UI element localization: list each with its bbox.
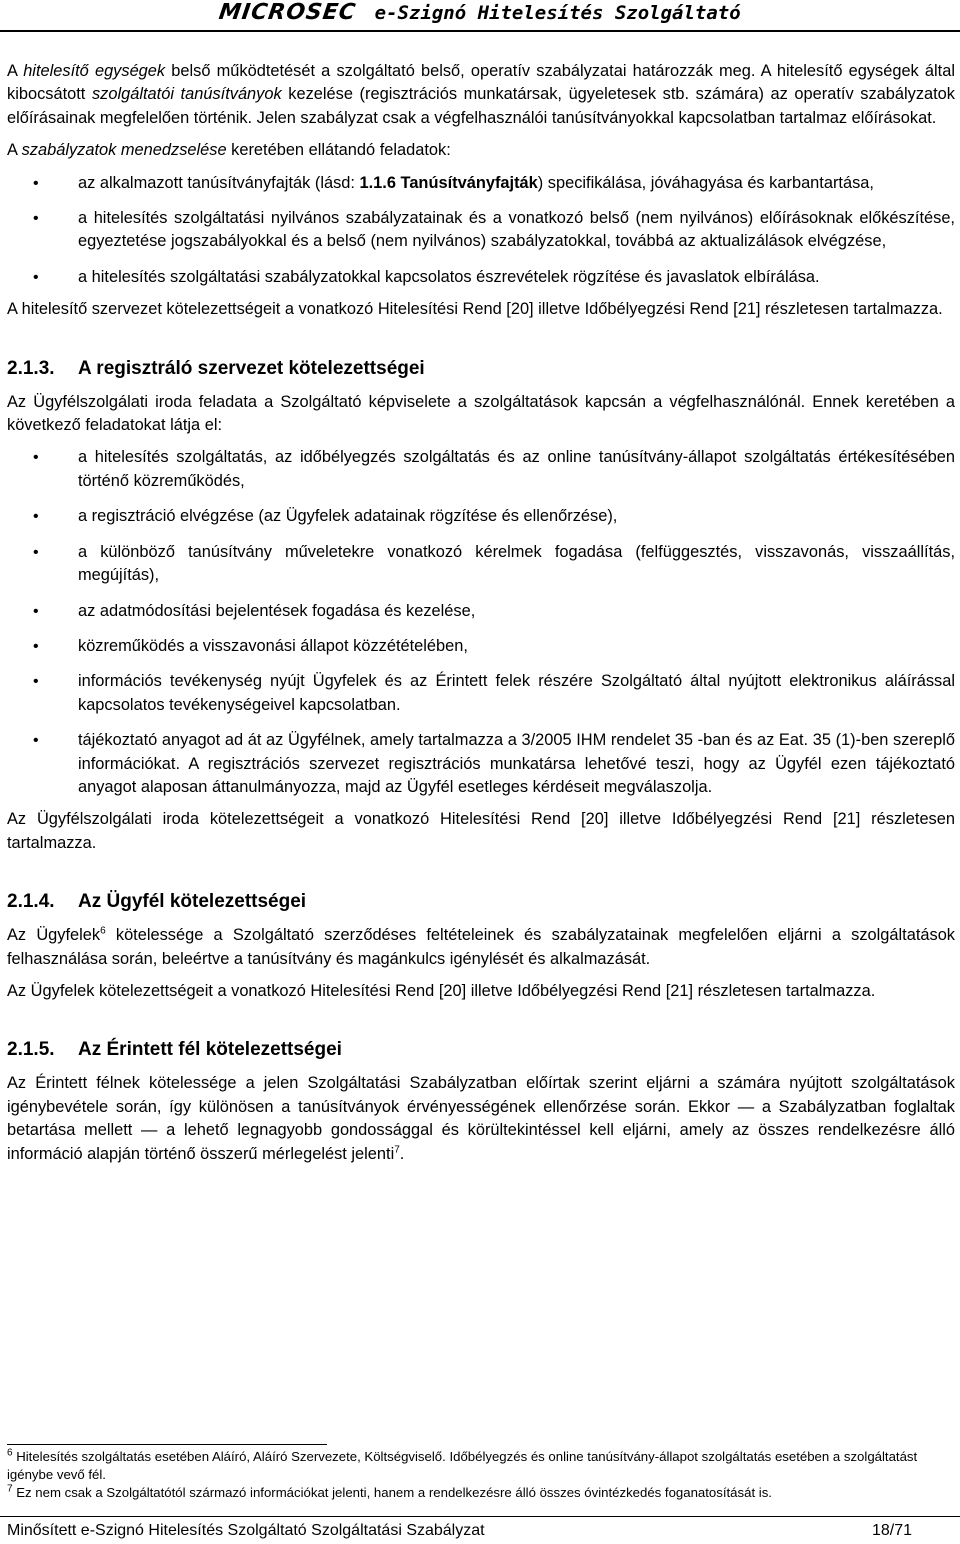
section-heading-2-1-5: 2.1.5. Az Érintett fél kötelezettségei	[7, 1039, 342, 1061]
paragraph-helpdesk: Az Ügyfélszolgálati iroda feladata a Szolgáltató képviselete a szolgáltatások kapcsán a végfelhasználónál. Ennek keretében a következő feladatokat látja el:	[7, 392, 955, 435]
paragraph-management: A szabályzatok menedzselése keretében ellátandó feladatok:	[7, 141, 451, 160]
paragraph-client-obligations: Az Ügyfelek kötelezettségeit a vonatkozó Hitelesítési Rend [20] illetve Időbélyegzési Rend [21] részletesen tartalmazza.	[7, 981, 876, 1000]
bullet-icon: •	[33, 174, 39, 192]
bullet-icon: •	[33, 268, 39, 286]
paragraph-ca-obligations: A hitelesítő szervezet kötelezettségeit a vonatkozó Hitelesítési Rend [20] illetve Időbélyegzési Rend [21] részletesen tartalmazza.	[7, 300, 943, 319]
paragraph-relying-party: Az Érintett félnek kötelessége a jelen Szolgáltatási Szabályzatban előírtak szerint eljárni a számára nyújtott szolgáltatások igénybevétele során, így különösen a tanúsítványok érvényességének ellenőrzése során. Ekkor — a Szabályzatban foglaltak betartása mellett — a lehető legnagyobb gondossággal és körültekintéssel kell eljárni, amely az összes rendelkezésre álló információ alapján történő összerű mérlegelést jelenti$^7$.	[7, 1074, 955, 1163]
helpdesk-task-list	[7, 446, 955, 799]
footnote-divider	[7, 1444, 327, 1445]
footer-title: Minősített e-Szignó Hitelesítés Szolgáltató Szolgáltatási Szabályzat	[7, 1522, 485, 1539]
paragraph-intro: A hitelesítő egységek belső működtetését a szolgáltató belső, operatív szabályzatai határozzák meg. A hitelesítő egységek által kibocsátott szolgáltatói tanúsítványok kezelése (regisztrációs munkatársak, ügyeletesek stb. számára) az operatív szabályzatok előírásainak megfelelően történik. Jelen szabályzat csak a végfelhasználói tanúsítványokkal kapcsolatban tartalmaz előírásokat.	[7, 62, 955, 127]
management-task-list	[7, 172, 955, 290]
paragraph-client-duty: Az Ügyfelek$^6$ kötelessége a Szolgáltató szerződéses feltételeinek és szabályzatainak megfelelően eljárni a szolgáltatások felhasználása során, beleértve a tanúsítvány és magánkulcs igénylését és alkalmazását.	[7, 925, 956, 968]
page-header	[0, 0, 960, 28]
list-item: • az alkalmazott tanúsítványfajták (lásd: 1.1.6 Tanúsítványfajták) specifikálása, jóváhagyása és karbantartása,	[7, 172, 955, 195]
list-item: • információs tevékenység nyújt Ügyfelek és az Érintett felek részére Szolgáltató által nyújtott elektronikus aláírással kapcsolatos tevékenységeivel kapcsolatban.	[33, 672, 955, 714]
footnote-ref-6[interactable]: 6	[100, 925, 106, 937]
list-item: • a regisztráció elvégzése (az Ügyfelek adatainak rögzítése és ellenőrzése),	[7, 505, 955, 528]
header-divider	[0, 30, 960, 32]
bullet-icon: •	[33, 449, 39, 467]
bullet-icon: •	[33, 508, 39, 526]
footnote-ref-7[interactable]: 7	[394, 1144, 400, 1156]
page-number: 18/71	[871, 1522, 912, 1539]
bullet-icon: •	[33, 543, 39, 561]
section-heading-2-1-3: 2.1.3. A regisztráló szervezet kötelezettségei	[7, 357, 425, 379]
footnote-7: $^7$ Ez nem csak a Szolgáltatótól származó információkat jelenti, hanem a rendelkezésre álló összes óvintézkedés foganatosítását is.	[7, 1483, 772, 1500]
list-item: • a hitelesítés szolgáltatási nyilvános szabályzatainak és a vonatkozó belső (nem nyilvános) előírásoknak előkészítése, egyeztetése jogszabályokkal és a belső (nem nyilvános) szabályzatokkal, továbbá az aktualizálások elvégzése,	[33, 209, 955, 251]
footer-divider	[0, 1516, 960, 1517]
footnotes	[7, 1448, 957, 1502]
list-item: • a hitelesítés szolgáltatási szabályzatokkal kapcsolatos észrevételek rögzítése és javaslatok elbírálása.	[7, 266, 955, 289]
list-item: • a különböző tanúsítvány műveletekre vonatkozó kérelmek fogadása (felfüggesztés, visszavonás, visszaállítás, megújítás),	[33, 542, 955, 585]
list-item: • az adatmódosítási bejelentések fogadása és kezelése,	[7, 600, 955, 623]
footnote-6: $^6$ Hitelesítés szolgáltatás esetében Aláíró, Aláíró Szervezete, Költségviselő. Időbélyegzés és online tanúsítvány-állapot szolgáltatás esetében a szolgáltatást igénybe vevő fél.	[7, 1447, 918, 1482]
header-title: e-Szignó Hitelesítés Szolgáltató	[374, 2, 741, 24]
page-footer	[7, 1521, 912, 1541]
section-heading-2-1-4: 2.1.4. Az Ügyfél kötelezettségei	[7, 891, 307, 913]
bullet-icon: •	[33, 637, 39, 655]
microsec-logo: MICROSEC	[217, 0, 359, 25]
bullet-icon: •	[33, 732, 39, 750]
paragraph-helpdesk-obligations: Az Ügyfélszolgálati iroda kötelezettségeit a vonatkozó Hitelesítési Rend [20] illetve Időbélyegzési Rend [21] részletesen tartalmazza.	[7, 810, 955, 852]
document-body	[7, 60, 955, 1166]
bullet-icon: •	[33, 673, 39, 691]
cross-reference-link[interactable]: 1.1.6 Tanúsítványfajták	[359, 173, 538, 192]
list-item: • közreműködés a visszavonási állapot közzétételében,	[7, 635, 955, 658]
bullet-icon: •	[33, 602, 39, 620]
list-item: • a hitelesítés szolgáltatás, az időbélyegzés szolgáltatás és az online tanúsítvány-állapot szolgáltatás értékesítésében történő közreműködés,	[33, 448, 955, 490]
bullet-icon: •	[33, 210, 39, 228]
list-item: • tájékoztató anyagot ad át az Ügyfélnek, amely tartalmazza a 3/2005 IHM rendelet 35 -ban és az Eat. 35 (1)-ben szereplő információkat. A regisztrációs szervezet regisztrációs munkatársa lehetővé teszi, hogy az Ügyfél ezen tájékoztató anyagot alaposan áttanulmányozza, majd az Ügyfél esetleges kérdéseit megválaszolja.	[33, 731, 955, 796]
